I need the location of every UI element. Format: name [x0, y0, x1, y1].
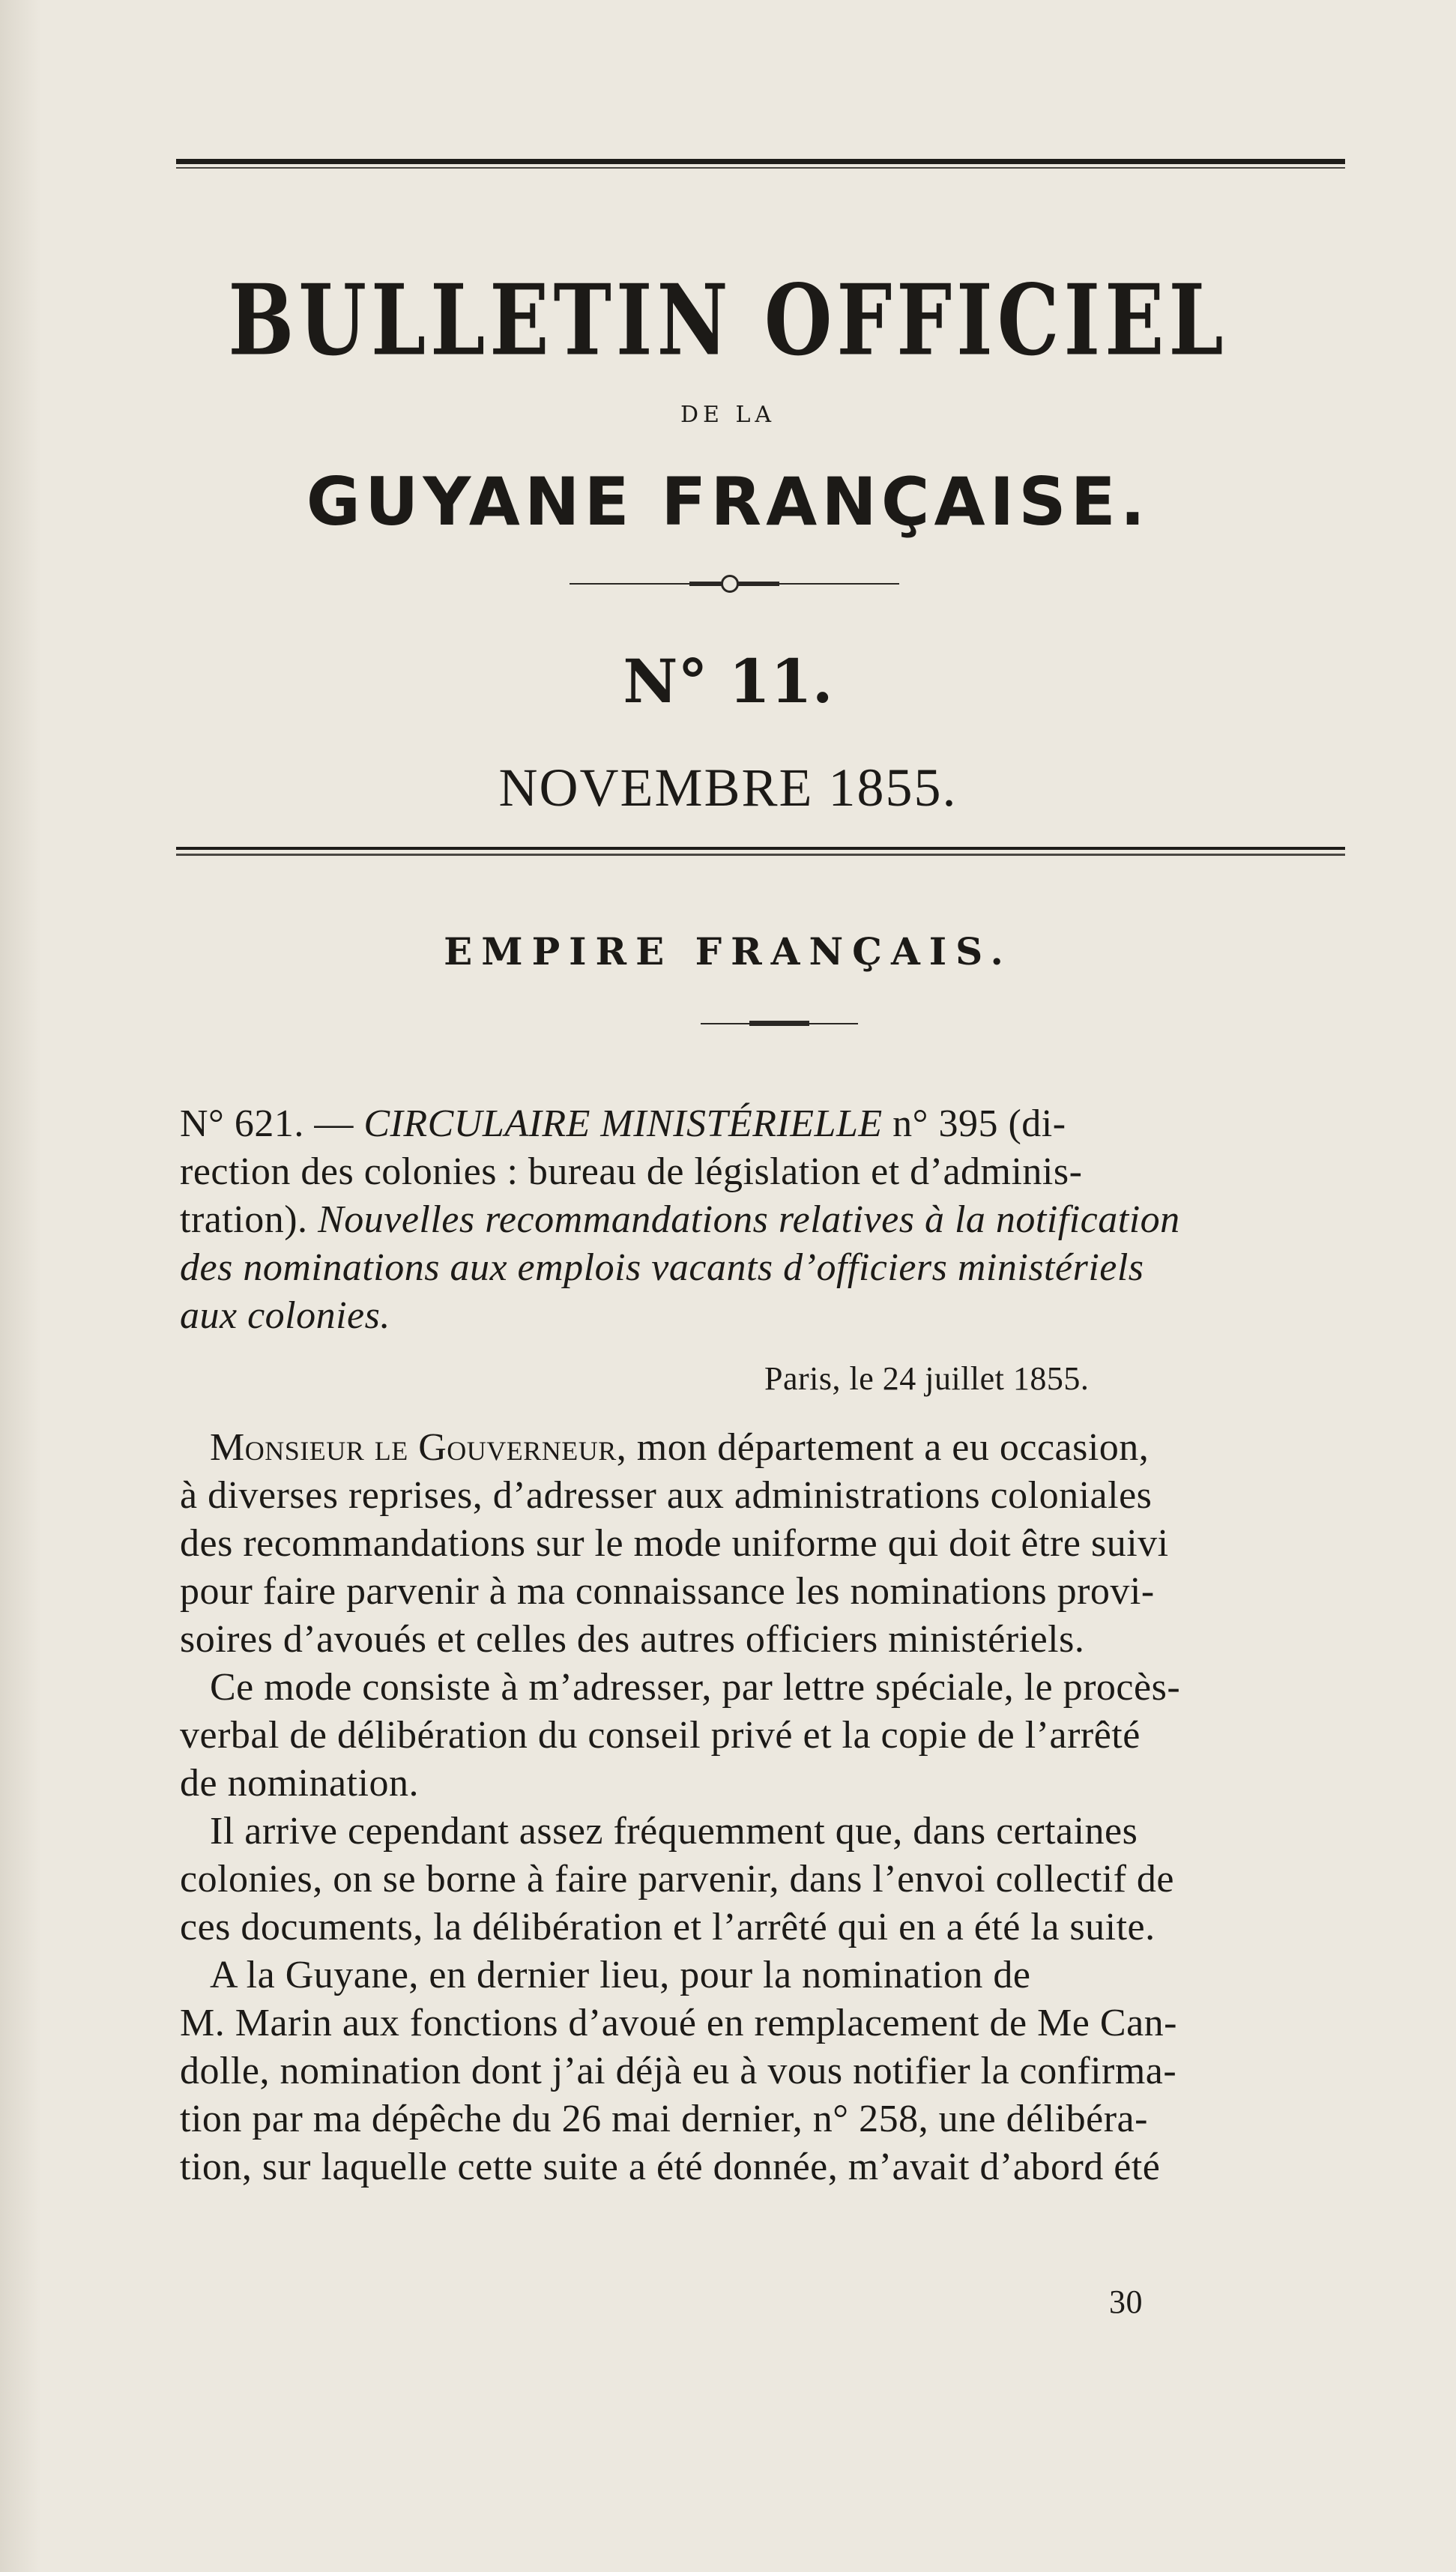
paragraph-1-line: soires d’avoués et celles des autres officiers ministériels.	[180, 1618, 1085, 1661]
page-edge-shadow	[0, 0, 41, 2572]
paragraph-3-line: ces documents, la délibération et l’arrêté qui en a été la suite.	[180, 1906, 1156, 1948]
circular-heading-line-3: tration). Nouvelles recommandations relatives à la notification	[180, 1198, 1180, 1241]
colony-title: GUYANE FRANÇAISE.	[306, 463, 1150, 540]
circular-heading-line-1: N° 621. — CIRCULAIRE MINISTÉRIELLE n° 395 (di-	[180, 1102, 1066, 1145]
paragraph-1-line-1: Monsieur le Gouverneur, mon département a eu occasion,	[180, 1424, 1394, 1472]
paragraph-2-line: de nomination.	[180, 1762, 419, 1805]
paragraph-4-line: M. Marin aux fonctions d’avoué en remplacement de Me Can-	[180, 2002, 1177, 2044]
section-heading: EMPIRE FRANÇAIS.	[444, 929, 1012, 973]
paragraph-4-line: tion par ma dépêche du 26 mai dernier, n° 258, une délibéra-	[180, 2098, 1148, 2140]
section-rule	[176, 847, 1345, 856]
circular-body	[180, 1424, 1394, 2191]
bulletin-title: BULLETIN OFFICIEL	[228, 262, 1228, 378]
page-number: 30	[1109, 2283, 1143, 2320]
paragraph-3-line: colonies, on se borne à faire parvenir, dans l’envoi collectif de	[180, 1858, 1175, 1901]
issue-date: NOVEMBRE 1855.	[498, 758, 958, 818]
paragraph-1-line: des recommandations sur le mode uniforme qui doit être suivi	[180, 1522, 1169, 1565]
salutation: Monsieur le Gouverneur,	[210, 1426, 627, 1469]
paragraph-1-line: à diverses reprises, d’adresser aux administrations coloniales	[180, 1474, 1153, 1517]
circular-heading-line-4: des nominations aux emplois vacants d’officiers ministériels	[180, 1246, 1144, 1289]
circular-heading-line-5: aux colonies.	[180, 1294, 390, 1337]
top-rule	[176, 159, 1345, 169]
paragraph-4-line: tion, sur laquelle cette suite a été donnée, m’avait d’abord été	[180, 2146, 1161, 2188]
paragraph-3-line: Il arrive cependant assez fréquemment que, dans certaines	[210, 1810, 1138, 1853]
circular-heading-line-2: rection des colonies : bureau de législation et d’adminis-	[180, 1150, 1083, 1193]
paragraph-2-line: Ce mode consiste à m’adresser, par lettre spéciale, le procès-	[210, 1666, 1181, 1709]
issue-number: N° 11.	[623, 646, 833, 716]
dateline: Paris, le 24 juillet 1855.	[764, 1360, 1090, 1397]
circular-heading	[180, 1100, 1394, 1340]
title-de-la: DE LA	[680, 402, 776, 428]
paragraph-2-line: verbal de délibération du conseil privé et la copie de l’arrêté	[180, 1714, 1141, 1757]
paragraph-4-line: dolle, nomination dont j’ai déjà eu à vous notifier la confirma-	[180, 2050, 1177, 2092]
paragraph-1-line: pour faire parvenir à ma connaissance les nominations provi-	[180, 1570, 1155, 1613]
paragraph-4-line: A la Guyane, en dernier lieu, pour la nomination de	[210, 1954, 1031, 1996]
